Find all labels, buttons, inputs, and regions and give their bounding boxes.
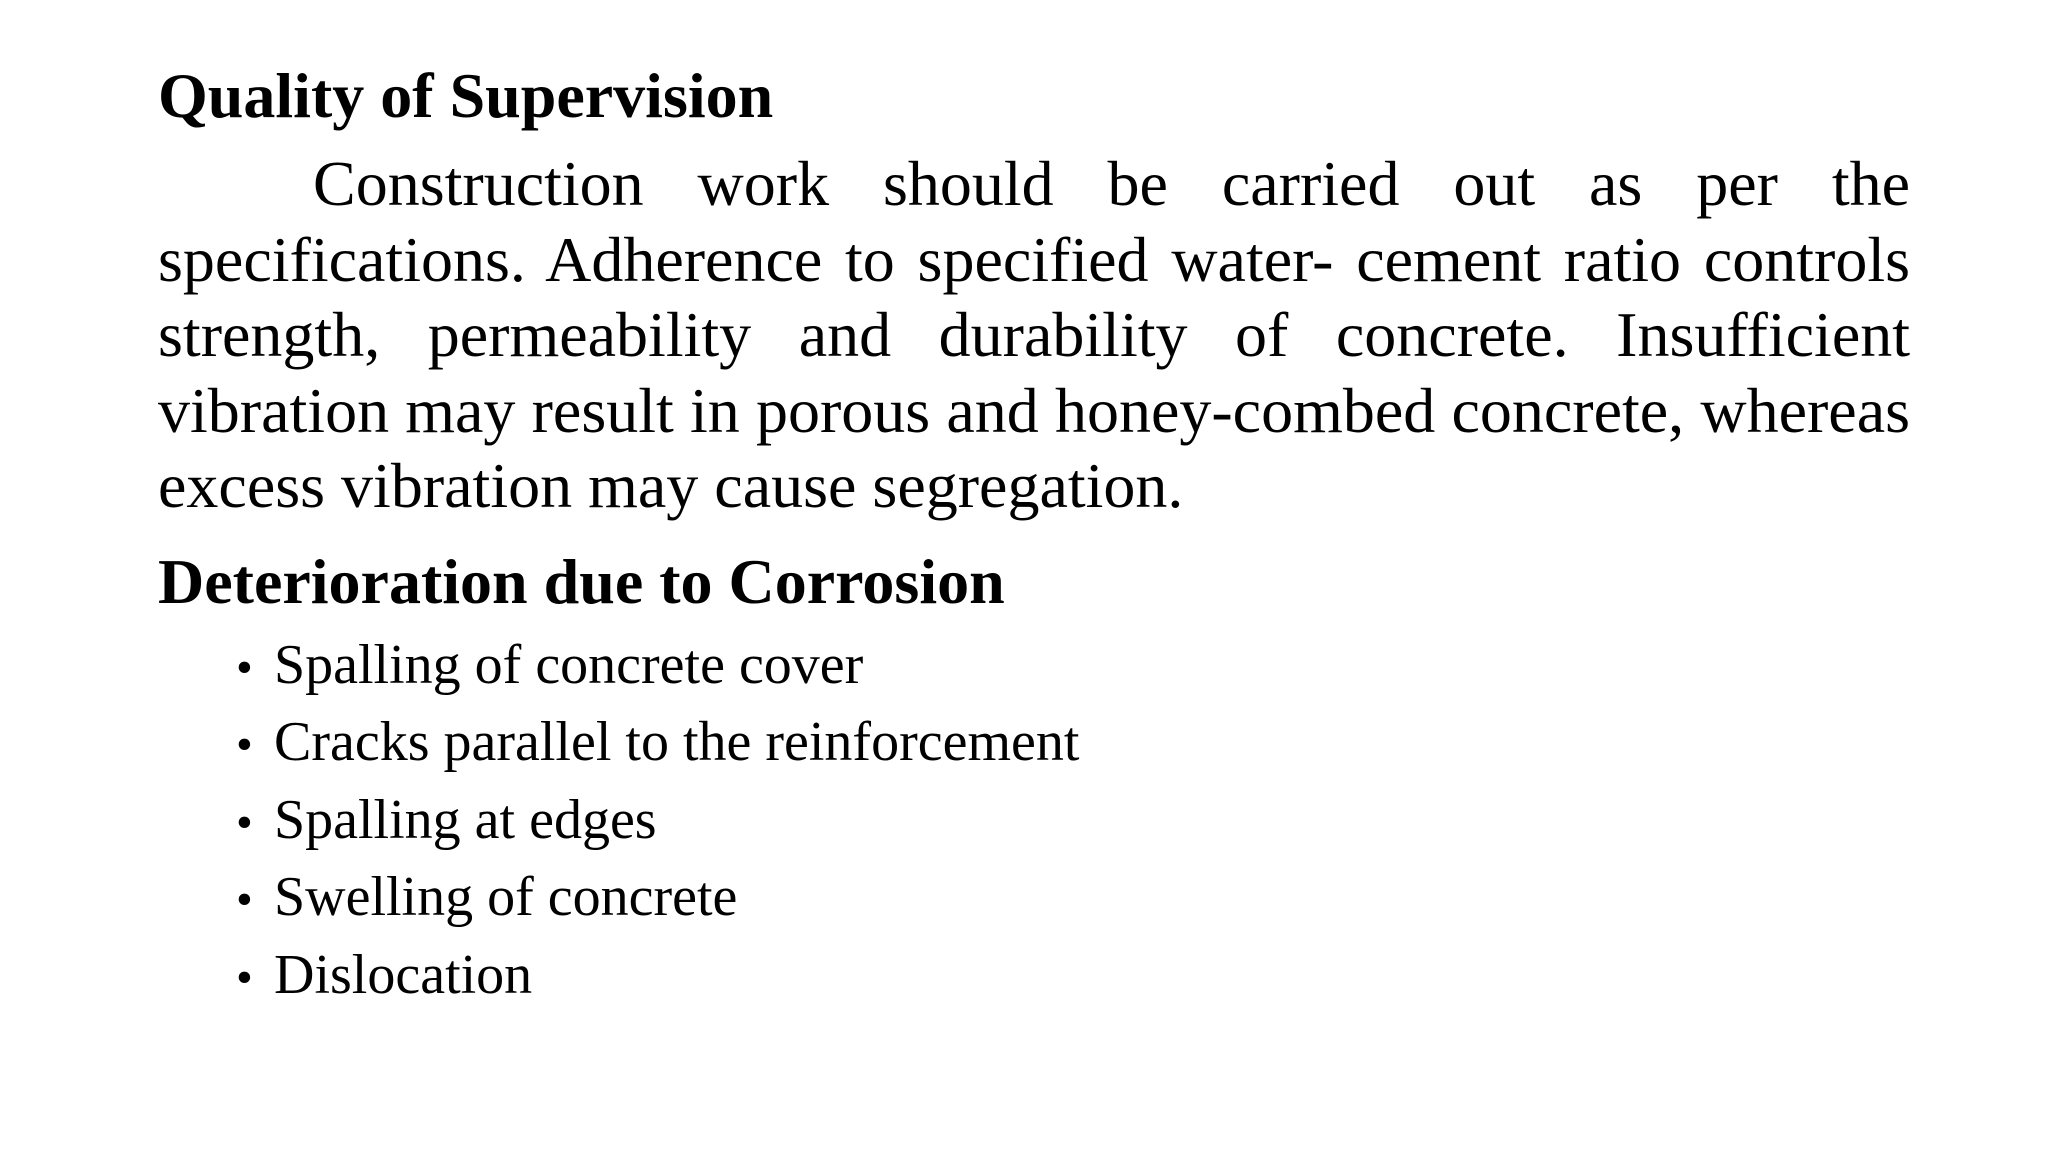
list-item: [236, 628, 1910, 706]
bullet-icon: •: [236, 873, 253, 927]
list-item: [236, 783, 1910, 861]
slide-content: [158, 52, 1910, 1015]
corrosion-bullet-list: [158, 628, 1910, 1016]
list-item-text: Swelling of concrete: [274, 866, 738, 929]
heading-quality-of-supervision: Quality of Supervision: [158, 60, 774, 131]
list-item: [236, 938, 1910, 1016]
list-item-text: Spalling of concrete cover: [274, 633, 864, 696]
bullet-icon: •: [236, 640, 253, 694]
bullet-icon: •: [236, 950, 253, 1004]
list-item-text: Spalling at edges: [274, 788, 657, 851]
heading-deterioration-due-to-corrosion: Deterioration due to Corrosion: [158, 545, 1005, 617]
list-item: [236, 860, 1910, 938]
supervision-paragraph: Construction work should be carried out as per the specifications. Adherence to specified water- cement ratio controls strength, permeability and durability of concrete. Insufficient vibration may result in porous and honey-combed concrete, whereas excess vibration may cause segregation.: [158, 148, 1910, 521]
bullet-icon: •: [236, 795, 253, 849]
list-item-text: Dislocation: [274, 943, 533, 1006]
list-item: [236, 705, 1910, 783]
list-item-text: Cracks parallel to the reinforcement: [274, 711, 1080, 774]
bullet-icon: •: [236, 718, 253, 772]
